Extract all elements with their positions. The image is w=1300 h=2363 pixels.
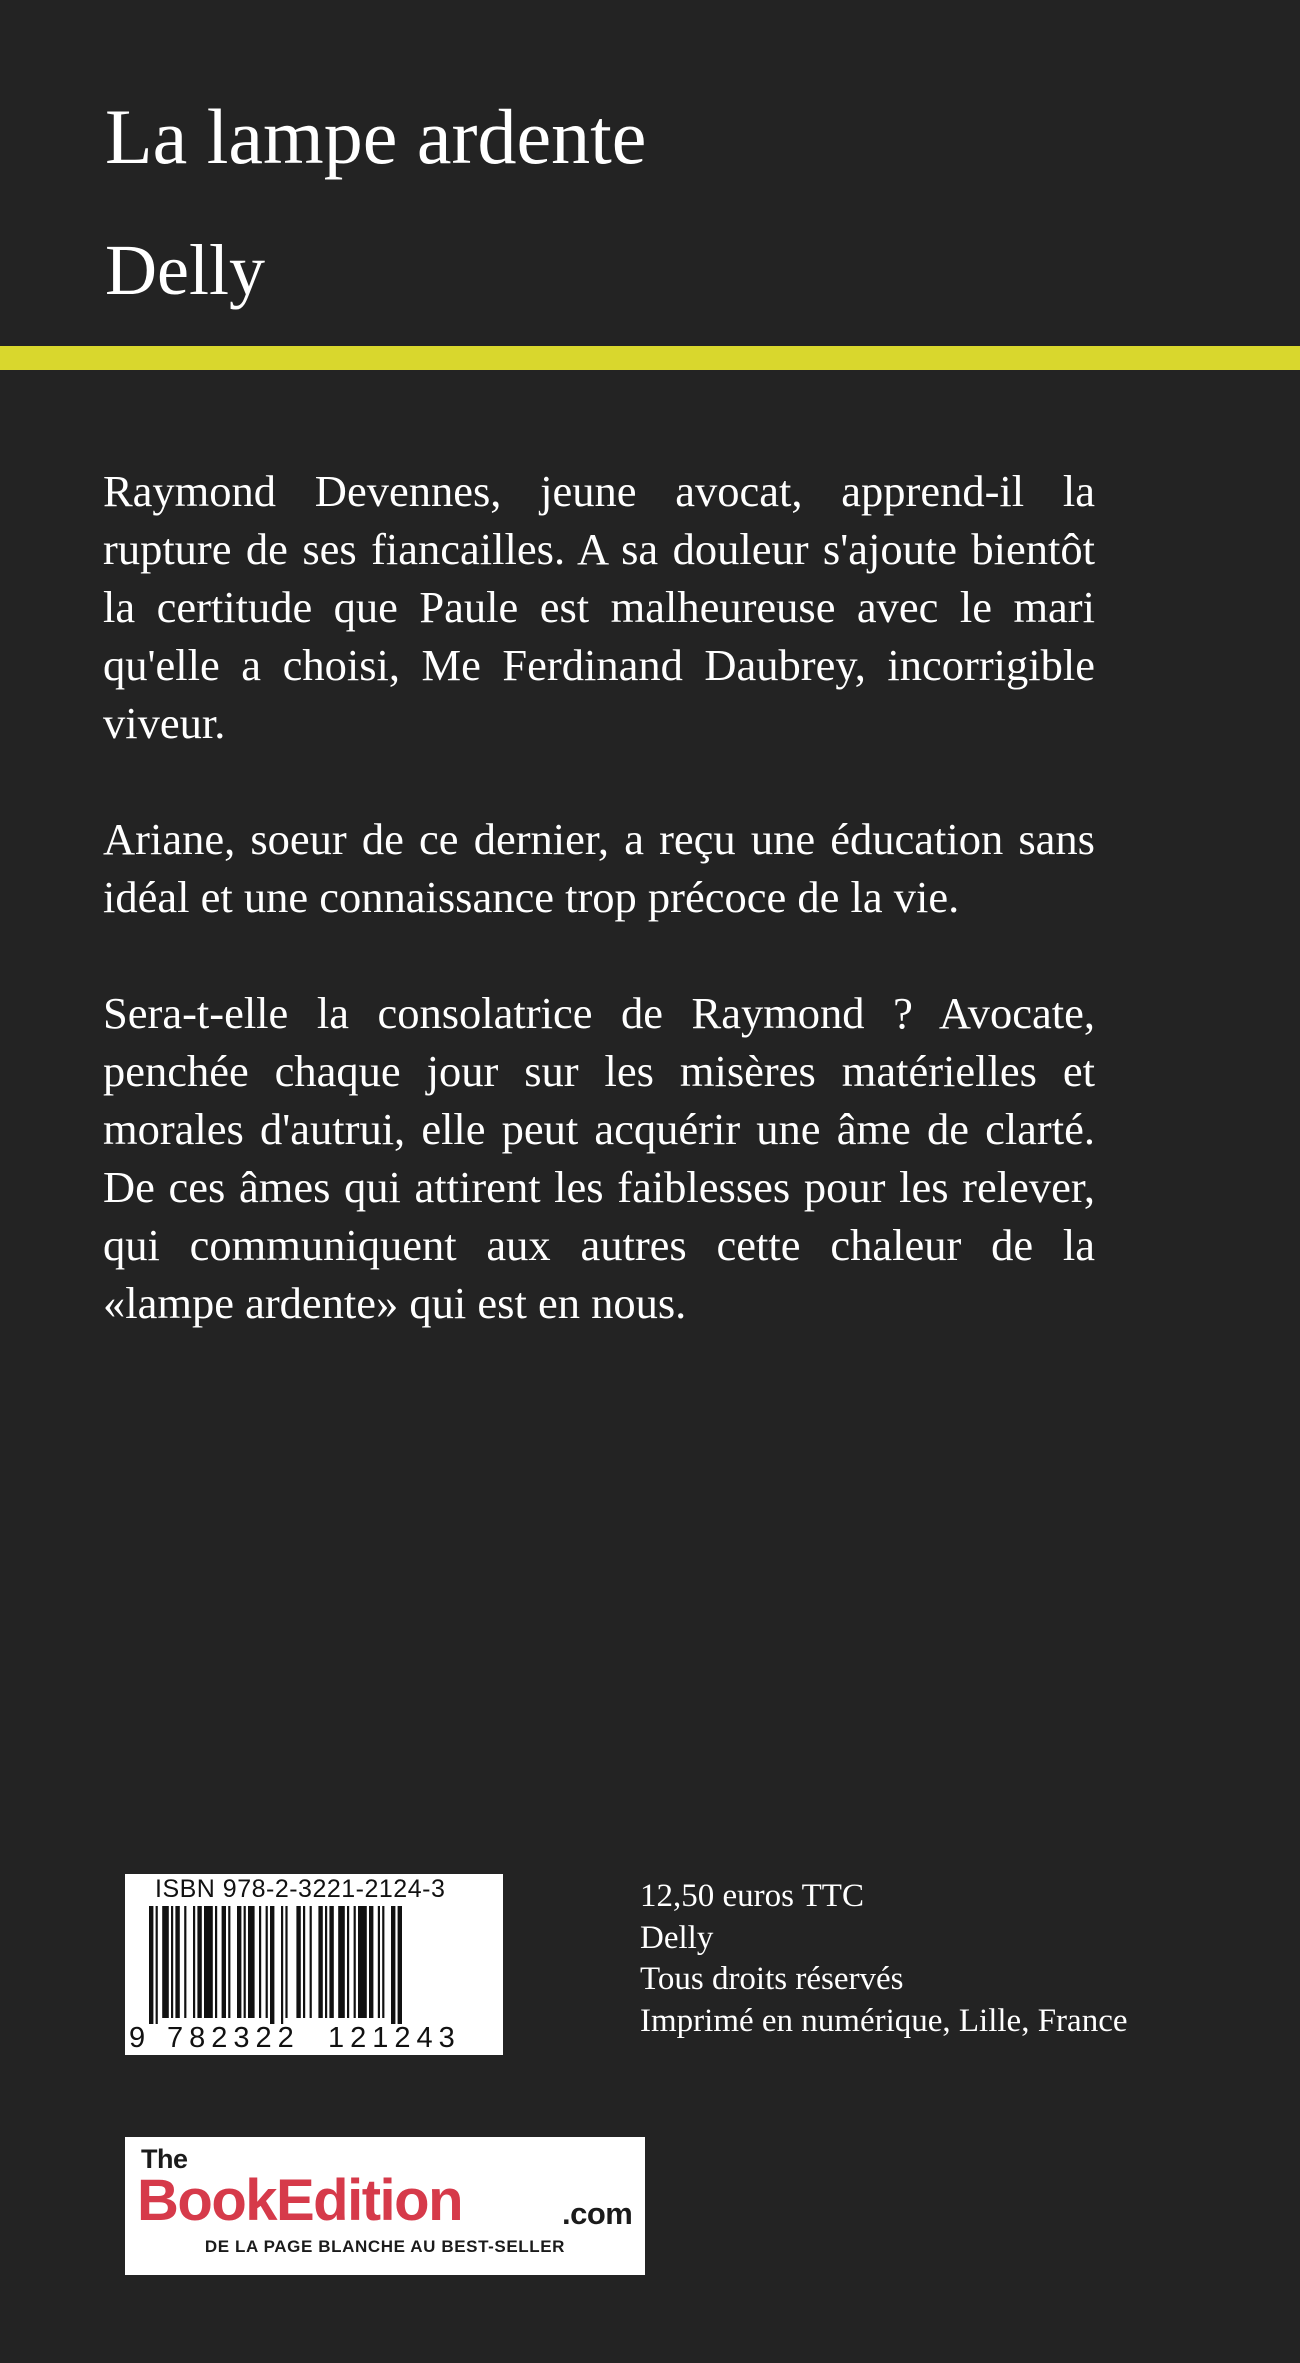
barcode-bar bbox=[391, 1906, 395, 2024]
barcode-bar bbox=[184, 1906, 186, 2018]
barcode-digits-left: 782322 bbox=[167, 2022, 300, 2054]
barcode-bar bbox=[266, 1906, 268, 2018]
rights-text: Tous droits réservés bbox=[640, 1961, 904, 1997]
barcode-bar bbox=[358, 1906, 367, 2018]
logo-domain: .com bbox=[562, 2196, 633, 2231]
barcode-bar bbox=[310, 1906, 312, 2018]
book-title: La lampe ardente bbox=[105, 93, 647, 180]
barcode-bars bbox=[149, 1906, 479, 2024]
barcode-bar bbox=[338, 1906, 345, 2018]
meta-author: Delly bbox=[640, 1919, 714, 1956]
barcode-bar bbox=[204, 1906, 213, 2018]
barcode-bar bbox=[228, 1906, 230, 2018]
isbn-barcode bbox=[125, 1874, 503, 2055]
barcode-digits-right: 121243 bbox=[328, 2022, 461, 2054]
summary-paragraph: Ariane, soeur de ce dernier, a reçu une éducation sans idéal et une connaissance trop précoce de la vie. bbox=[103, 814, 1095, 922]
barcode-bar bbox=[175, 1906, 179, 2018]
barcode-bar bbox=[398, 1906, 402, 2024]
barcode-bar bbox=[318, 1906, 322, 2018]
summary-paragraph: Raymond Devennes, jeune avocat, apprend-il la rupture de ses fiancailles. A sa douleur s'ajoute bientôt la certitude que Paule est malheureuse avec le mari qu'elle a choisi, Me Ferdinand Daubrey, incorrigible viveur. bbox=[103, 466, 1095, 748]
barcode-digit-first: 9 bbox=[129, 2022, 146, 2054]
back-cover-summary bbox=[103, 462, 1095, 1390]
barcode-bar bbox=[244, 1906, 246, 2018]
printing-text: Imprimé en numérique, Lille, France bbox=[640, 2002, 1128, 2039]
logo-the: The bbox=[141, 2144, 188, 2174]
publisher-logo bbox=[125, 2137, 645, 2275]
isbn-label: ISBN 978-2-3221-2124-3 bbox=[155, 1875, 446, 1903]
barcode-bar bbox=[259, 1906, 261, 2018]
logo-brand: BookEdition bbox=[137, 2168, 463, 2233]
barcode-bar bbox=[347, 1906, 349, 2018]
barcode-bar bbox=[325, 1906, 327, 2018]
barcode-bar bbox=[248, 1906, 255, 2018]
barcode-bar bbox=[329, 1906, 333, 2018]
barcode-bar bbox=[156, 1906, 158, 2024]
barcode-bar bbox=[382, 1906, 384, 2018]
logo-tagline: DE LA PAGE BLANCHE AU BEST-SELLER bbox=[204, 2237, 566, 2256]
publication-info bbox=[640, 1876, 1128, 2042]
barcode-bar bbox=[296, 1906, 300, 2018]
barcode-bar bbox=[171, 1906, 173, 2018]
barcode-bar bbox=[270, 1906, 274, 2024]
barcode-bar bbox=[193, 1906, 195, 2018]
accent-divider bbox=[0, 346, 1300, 370]
summary-paragraph: Sera-t-elle la consolatrice de Raymond ? Avocate, penchée chaque jour sur les misères matérielles et morales d'autrui, elle peut acquérir une âme de clarté. De ces âmes qui attirent les faiblesses pour les relever, qui communiquent aux autres cette chaleur de la «lampe ardente» qui est en nous. bbox=[103, 988, 1095, 1328]
barcode-bar bbox=[378, 1906, 380, 2018]
barcode-bar bbox=[197, 1906, 201, 2018]
barcode-bar bbox=[354, 1906, 356, 2018]
barcode-bar bbox=[215, 1906, 217, 2018]
barcode-bar bbox=[285, 1906, 287, 2018]
book-author: Delly bbox=[105, 230, 265, 310]
barcode-bar bbox=[369, 1906, 373, 2018]
barcode-bar bbox=[149, 1906, 153, 2024]
barcode-bar bbox=[303, 1906, 305, 2018]
price-text: 12,50 euros TTC bbox=[640, 1878, 864, 1914]
barcode-bar bbox=[222, 1906, 226, 2018]
barcode-bar bbox=[281, 1906, 283, 2024]
barcode-bar bbox=[162, 1906, 169, 2018]
barcode-bar bbox=[237, 1906, 241, 2018]
